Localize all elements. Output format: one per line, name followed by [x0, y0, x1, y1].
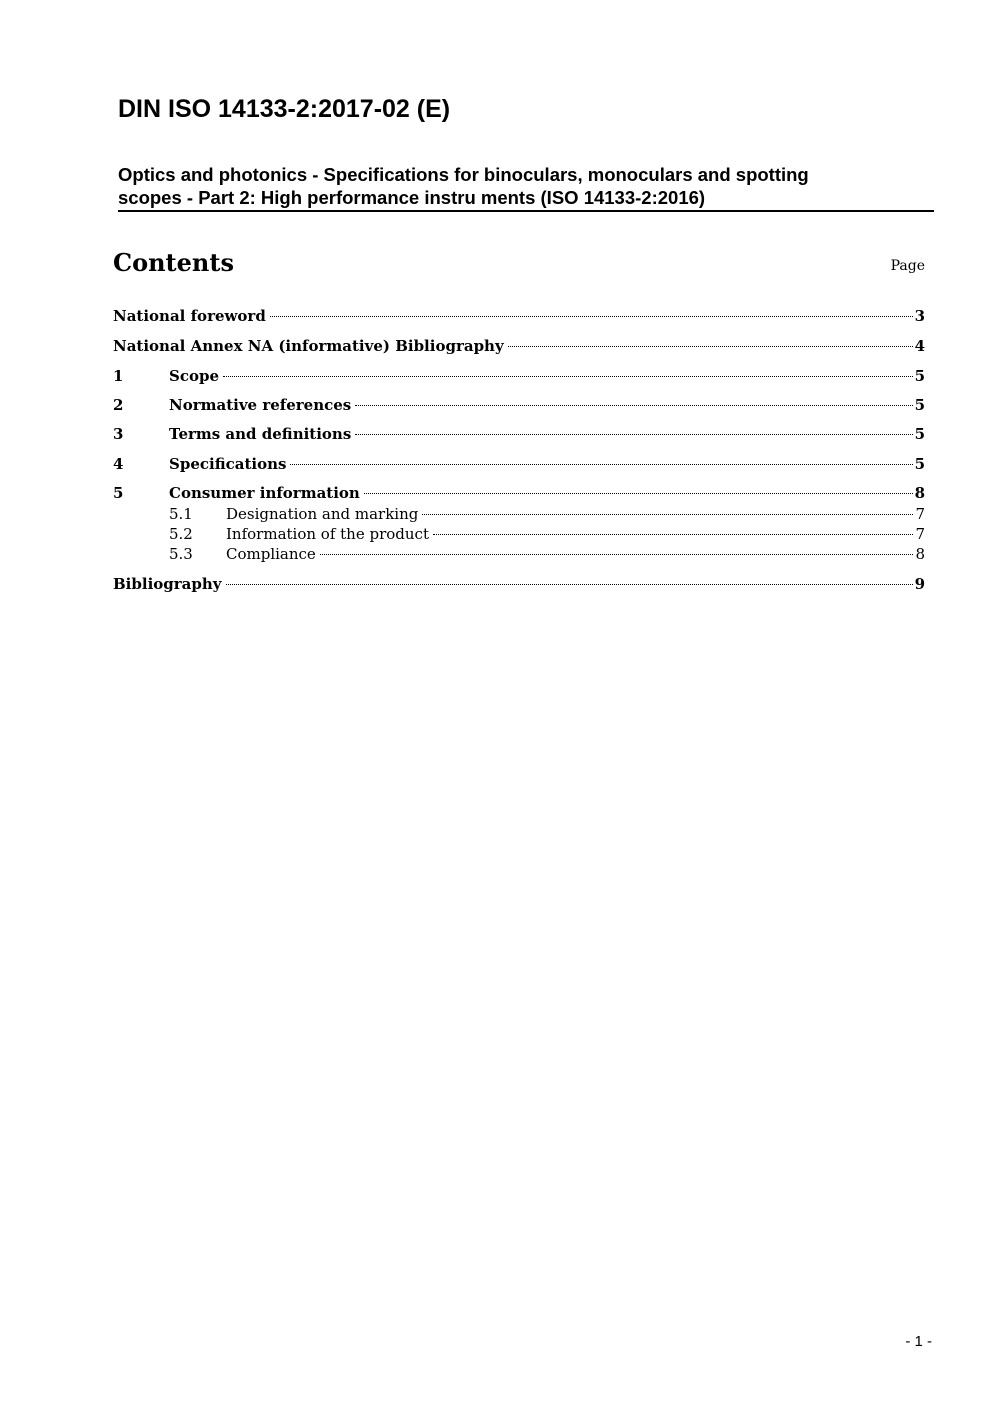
- toc-leader: [226, 583, 913, 585]
- toc-entry-number: 1: [113, 367, 124, 385]
- toc-entry-text: Consumer information: [169, 484, 360, 502]
- toc-entry-page: 7: [915, 525, 925, 543]
- toc-leader: [270, 315, 913, 317]
- toc-entry-scope[interactable]: [113, 366, 925, 386]
- toc-entry-national-annex[interactable]: [113, 336, 925, 356]
- toc-entry-specifications[interactable]: [113, 454, 925, 474]
- toc-leader: [355, 404, 912, 406]
- toc-entry-compliance[interactable]: [113, 544, 925, 564]
- toc-leader: [433, 533, 913, 535]
- toc-entry-page: 3: [914, 307, 925, 325]
- toc-entry-text: Bibliography: [113, 575, 222, 593]
- toc-entry-text: National foreword: [113, 307, 266, 325]
- document-id: DIN ISO 14133-2:2017-02 (E): [118, 95, 451, 123]
- toc-entry-page: 5: [914, 425, 925, 443]
- page-column-label: Page: [890, 258, 925, 274]
- toc-leader: [320, 553, 914, 555]
- toc-leader: [422, 513, 913, 515]
- toc-leader: [355, 433, 912, 435]
- toc-entry-page: 9: [914, 575, 925, 593]
- toc-entry-normative-references[interactable]: [113, 395, 925, 415]
- toc-entry-number: 4: [113, 455, 124, 473]
- toc-leader: [223, 375, 913, 377]
- toc-entry-text: Designation and marking: [226, 505, 419, 523]
- toc-entry-bibliography[interactable]: [113, 574, 925, 594]
- toc-entry-national-foreword[interactable]: [113, 306, 925, 326]
- toc-entry-number: 5: [113, 484, 124, 502]
- toc-entry-text: Normative references: [169, 396, 352, 414]
- toc-entry-page: 5: [914, 455, 925, 473]
- toc-entry-number: 2: [113, 396, 124, 414]
- toc-entry-terms-and-definitions[interactable]: [113, 424, 925, 444]
- toc-entry-number: 5.1: [169, 505, 193, 523]
- toc-entry-page: 8: [915, 545, 925, 563]
- document-title-line-2: scopes - Part 2: High performance instru ments (ISO 14133-2:2016): [118, 187, 706, 208]
- toc-entry-text: Information of the product: [226, 525, 429, 543]
- toc-entry-number: 5.2: [169, 525, 193, 543]
- toc-entry-designation-and-marking[interactable]: [113, 504, 925, 524]
- toc-entry-text: Compliance: [226, 545, 316, 563]
- toc-entry-text: National Annex NA (informative) Bibliography: [113, 337, 504, 355]
- title-rule: [118, 210, 934, 212]
- toc-entry-page: 4: [914, 337, 925, 355]
- toc-leader: [364, 492, 913, 494]
- page-number: - 1 -: [905, 1333, 932, 1350]
- toc-entry-consumer-information[interactable]: [113, 483, 925, 503]
- toc-entry-page: 5: [914, 367, 925, 385]
- toc-entry-number: 5.3: [169, 545, 193, 563]
- toc-entry-page: 7: [915, 505, 925, 523]
- toc-entry-text: Specifications: [169, 455, 287, 473]
- toc-entry-page: 5: [914, 396, 925, 414]
- toc-entry-number: 3: [113, 425, 124, 443]
- document-title-line-1: Optics and photonics - Specifications for binoculars, monoculars and spotting: [118, 164, 809, 185]
- toc-leader: [290, 463, 912, 465]
- toc-entry-text: Terms and definitions: [169, 425, 352, 443]
- toc-entry-text: Scope: [169, 367, 220, 385]
- document-title: [118, 163, 898, 209]
- toc-entry-information-of-the-product[interactable]: [113, 524, 925, 544]
- toc-entry-page: 8: [914, 484, 925, 502]
- contents-heading: Contents: [113, 248, 234, 277]
- toc-leader: [508, 345, 913, 347]
